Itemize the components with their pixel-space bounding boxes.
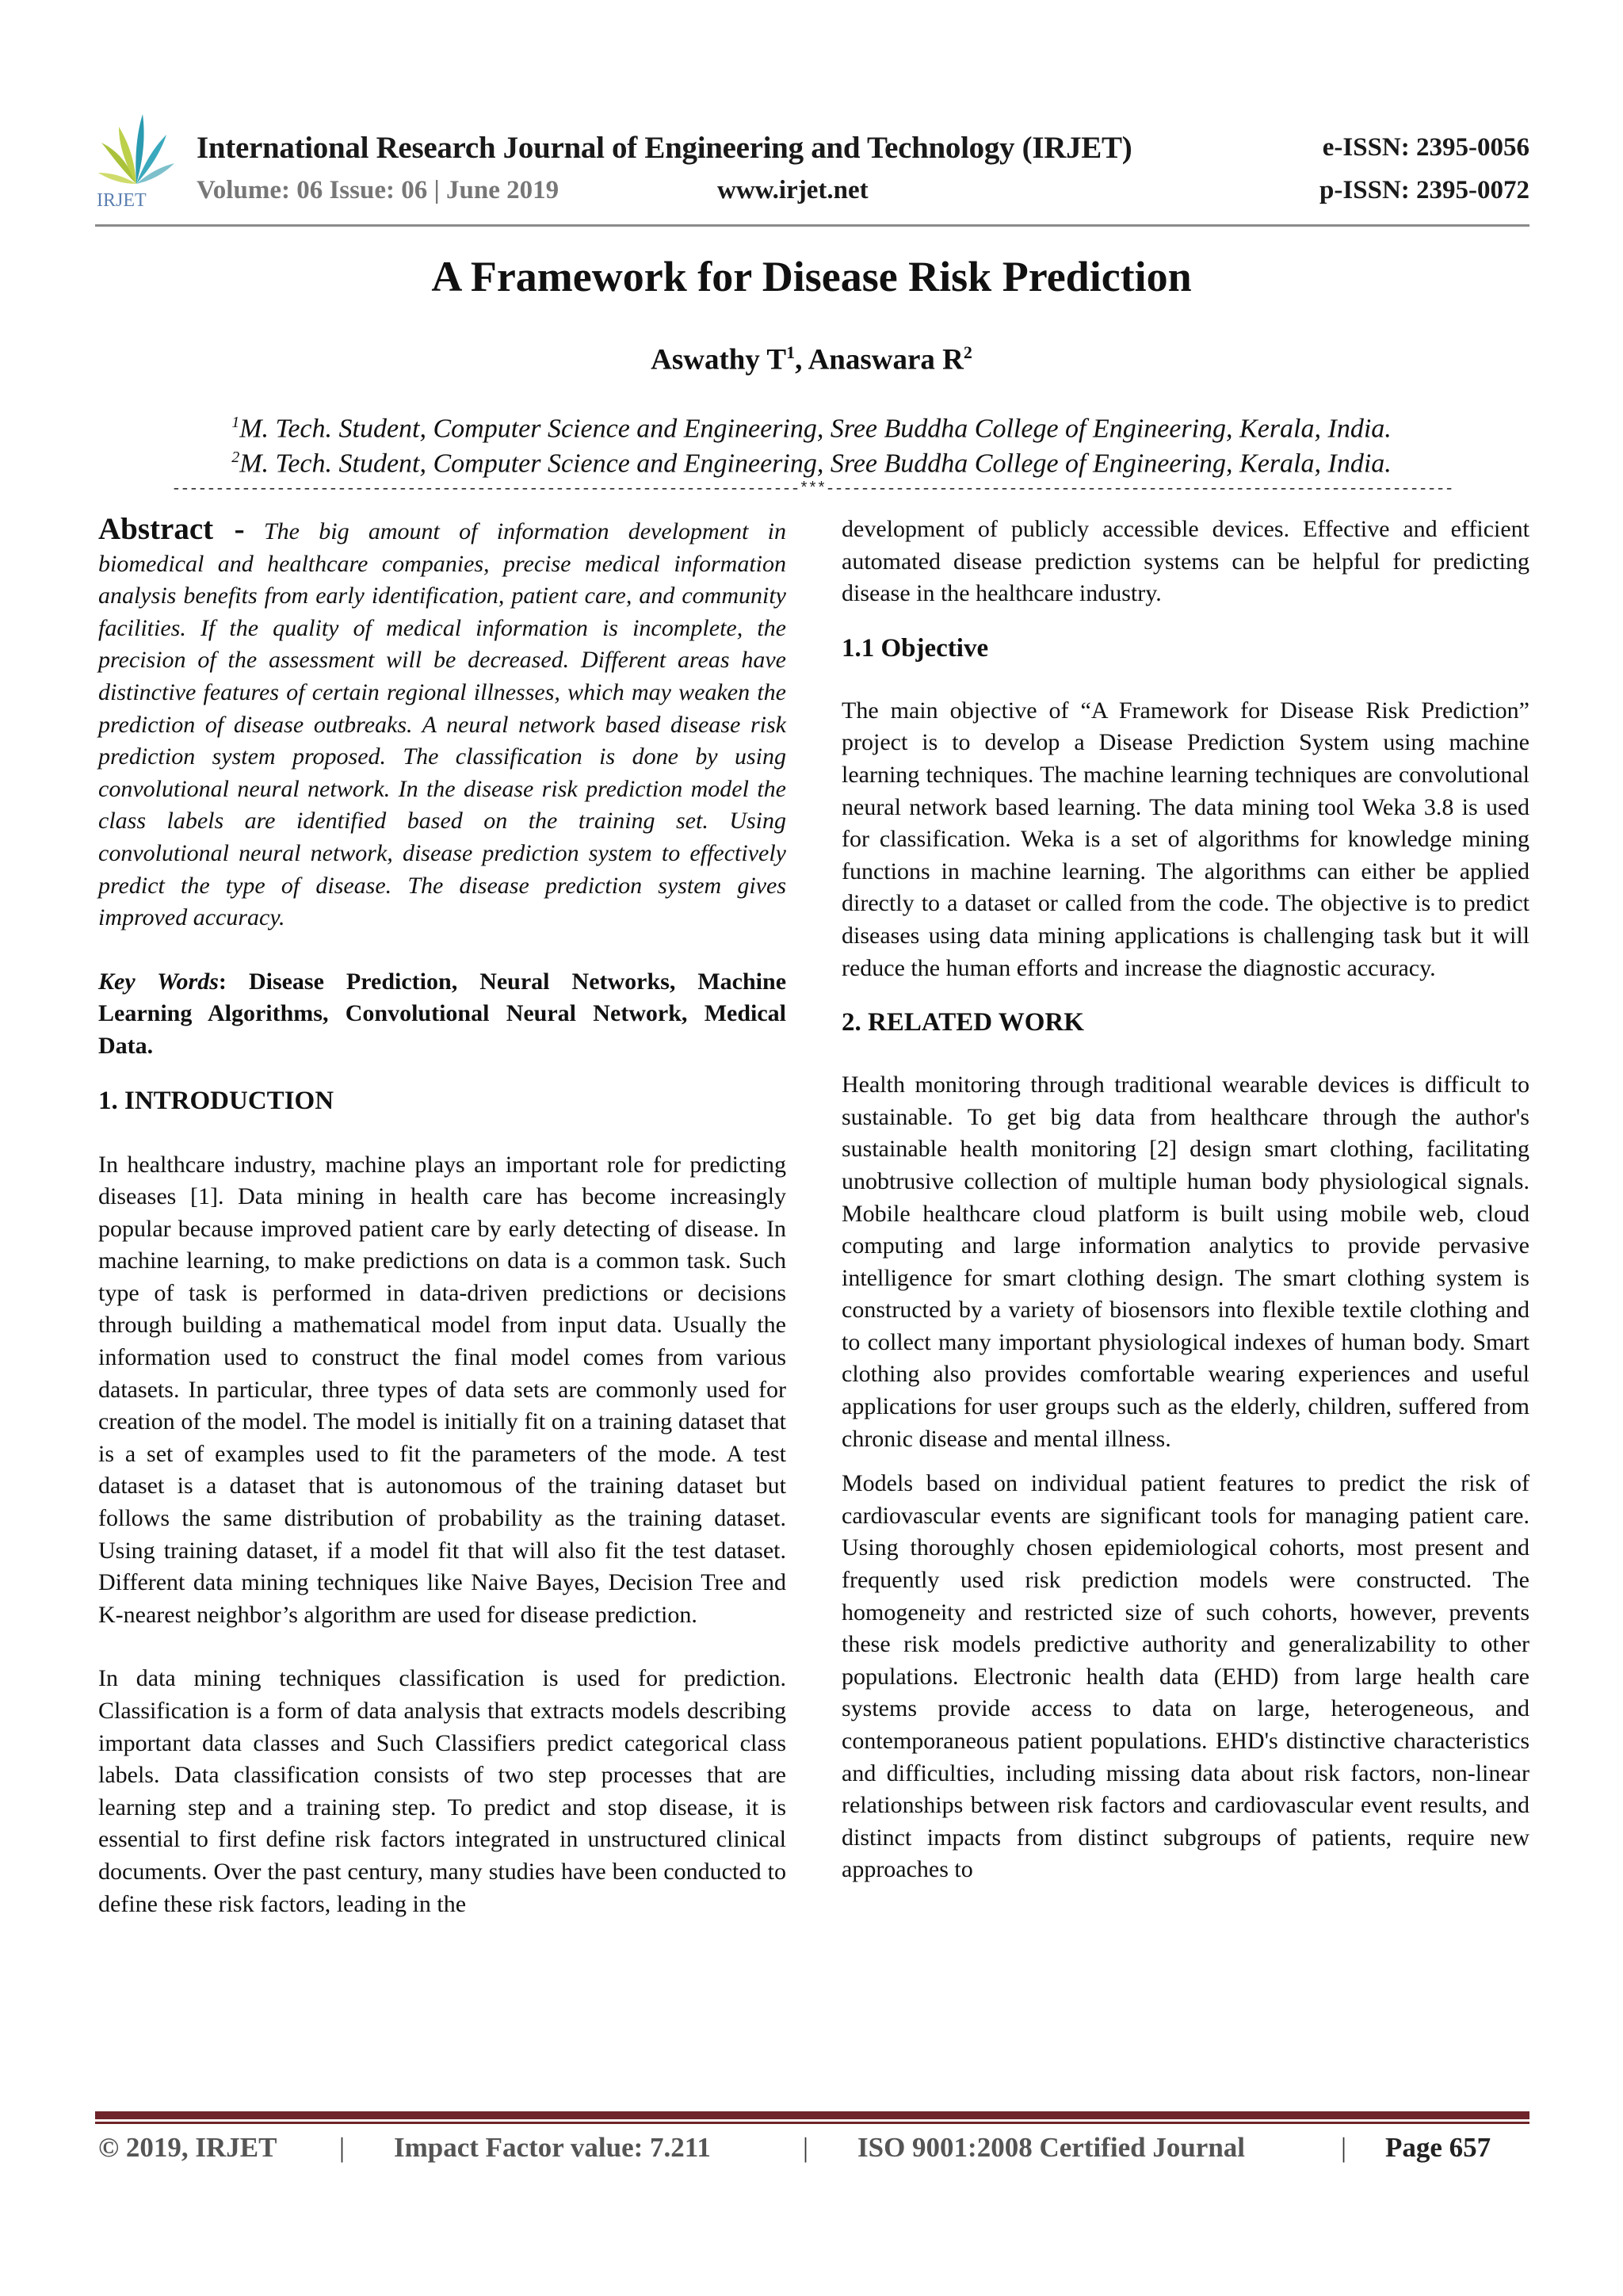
separator-mark: *** (799, 480, 826, 499)
journal-title: International Research Journal of Engineering and Technology (IRJET) (197, 131, 1132, 165)
abstract-label: Abstract - (98, 512, 245, 546)
continued-paragraph: development of publicly accessible devices. Effective and efficient automated disease prediction systems can be helpful for predicting disease in the healthcare industry. (842, 516, 1529, 607)
volume-issue: Volume: 06 Issue: 06 | June 2019 (197, 176, 559, 204)
dash-line-left: ------------------------------------------------------------------------ (171, 480, 800, 499)
section-heading-related-work: 2. RELATED WORK (842, 1008, 1084, 1037)
keywords (98, 966, 786, 1063)
affiliation (0, 414, 1623, 444)
affiliation (0, 449, 1623, 479)
intro-paragraph-2: In data mining techniques classification is used for prediction. Classification is a form of data analysis that extracts models describing important data classes and Such Classifiers predict categorical class labels. Data classification consists of two step processes that are learning step and a training step. To predict and stop disease, it is essential to first define risk factors integrated in unstructured clinical documents. Over the past century, many studies have been conducted to define these risk factors, leading in the (98, 1665, 786, 1917)
footer-rule (95, 2111, 1529, 2119)
p-issn: p-ISSN: 2395-0072 (1319, 176, 1529, 204)
abstract-text: The big amount of information development in biomedical and healthcare companies, precise medical information analysis benefits from early identification, patient care, and community facilities. If the quality of medical information is incomplete, the precision of the assessment will be decreased. Different areas have distinctive features of certain regional illnesses, which may weaken the prediction of disease outbreaks. A neural network based disease risk prediction system proposed. The classification is done by using convolutional neural network. In the disease risk prediction model the class labels are identified based on the training set. Using convolutional neural network, disease prediction system to effectively predict the type of disease. The disease prediction system gives improved accuracy. (98, 518, 787, 931)
abstract (98, 514, 786, 934)
author-affiliation-mark: 1 (786, 342, 796, 362)
affiliation-text: M. Tech. Student, Computer Science and Engineering, Sree Buddha College of Engineering, Kerala, India. (239, 414, 1392, 444)
journal-header (95, 111, 1529, 214)
footer-iso: ISO 9001:2008 Certified Journal (857, 2132, 1246, 2163)
footer-divider: | (339, 2132, 346, 2163)
footer-divider: | (1341, 2132, 1347, 2163)
affiliation-text: M. Tech. Student, Computer Science and Engineering, Sree Buddha College of Engineering, Kerala, India. (239, 449, 1392, 479)
irjet-logo-icon (95, 111, 178, 210)
journal-website-link[interactable]: www.irjet.net (717, 176, 869, 204)
logo-text: IRJET (97, 190, 147, 210)
paper-title: A Framework for Disease Risk Prediction (431, 253, 1192, 300)
author-name: Anaswara R (808, 343, 964, 376)
related-work-paragraph-1: Health monitoring through traditional wearable devices is difficult to sustainable. To get big data from healthcare through the author's sustainable health monitoring [2] design smart clothing, facilitating unobtrusive collection of multiple human body physiological signals. Mobile healthcare cloud platform is built using mobile web, cloud computing and large information analytics to provide pervasive intelligence for smart clothing design. The smart clothing system is constructed by a variety of biosensors into flexible textile clothing and to collect many important physiological indexes of human body. Smart clothing also provides comfortable wearing experiences and useful applications for user groups such as the elderly, children, suffered from chronic disease and mental illness. (842, 1072, 1529, 1452)
keywords-label: Key Words (98, 968, 219, 995)
author-list (0, 342, 1623, 376)
author-affiliation-mark: 2 (963, 342, 972, 362)
footer-page-number: Page 657 (1385, 2132, 1491, 2163)
intro-paragraph-1: In healthcare industry, machine plays an important role for predicting diseases [1]. Data mining in health care has become increasingly popular because improved patient care by early detecting of disease. In machine learning, to make predictions on data is a common task. Such type of task is performed in data-driven predictions or decisions through building a mathematical model from input data. Usually the information used to construct the final model comes from various datasets. In particular, three types of data sets are commonly used for creation of the model. The model is initially fit on a training dataset that is a set of examples used to fit the parameters of the mode. A test dataset is a dataset that is autonomous of the training dataset but follows the same distribution of probability as the training dataset. Using training dataset, if a model fit that will also fit the test dataset. Different data mining techniques like Naive Bayes, Decision Tree and K-nearest neighbor’s algorithm are used for disease prediction. (98, 1151, 786, 1628)
related-work-paragraph-2: Models based on individual patient features to predict the risk of cardiovascular events are significant tools for managing patient care. Using thoroughly chosen epidemiological cohorts, most present and frequently used risk prediction models were constructed. The homogeneity and restricted size of such cohorts, however, prevents these risk models predictive authority and generalizability to other populations. Electronic health data (EHD) from large health care systems provide access to data on large, heterogeneous, and contemporaneous patient populations. EHD's distinctive characteristics and difficulties, including missing data about risk factors, non-linear relationships between risk factors and cardiovascular event results, and distinct impacts from distinct subgroups of patients, require new approaches to (842, 1470, 1529, 1883)
affiliation-mark: 2 (231, 449, 240, 466)
left-column (98, 514, 786, 1920)
footer-divider: | (803, 2132, 809, 2163)
right-column (842, 514, 1529, 1886)
section-separator (95, 480, 1529, 499)
keywords-colon: : (218, 968, 249, 995)
footer-copyright: © 2019, IRJET (98, 2132, 277, 2163)
keywords-text: Disease Prediction, Neural Networks, Machine Learning Algorithms, Convolutional Neural Network, Medical Data. (98, 968, 787, 1059)
author-name: Aswathy T (651, 343, 787, 376)
affiliation-mark: 1 (231, 414, 240, 431)
section-heading-objective: 1.1 Objective (842, 633, 989, 663)
dash-line-right: ------------------------------------------------------------------------ (825, 480, 1453, 499)
footer-impact-factor: Impact Factor value: 7.211 (394, 2132, 711, 2163)
e-issn: e-ISSN: 2395-0056 (1322, 133, 1529, 162)
author-separator: , (795, 343, 808, 376)
objective-paragraph: The main objective of “A Framework for Disease Risk Prediction” project is to develop a Disease Prediction System using machine learning techniques. The machine learning techniques are convolutional neural network based learning. The data mining tool Weka 3.8 is used for classification. Weka is a set of algorithms for knowledge mining functions in machine learning. The algorithms can either be applied directly to a dataset or called from the code. The objective is to predict diseases using data mining applications is challenging task but it will reduce the human efforts and increase the diagnostic accuracy. (842, 697, 1529, 981)
header-divider (95, 224, 1529, 227)
section-heading-introduction: 1. INTRODUCTION (98, 1086, 334, 1115)
footer-rule-thin (95, 2122, 1529, 2124)
